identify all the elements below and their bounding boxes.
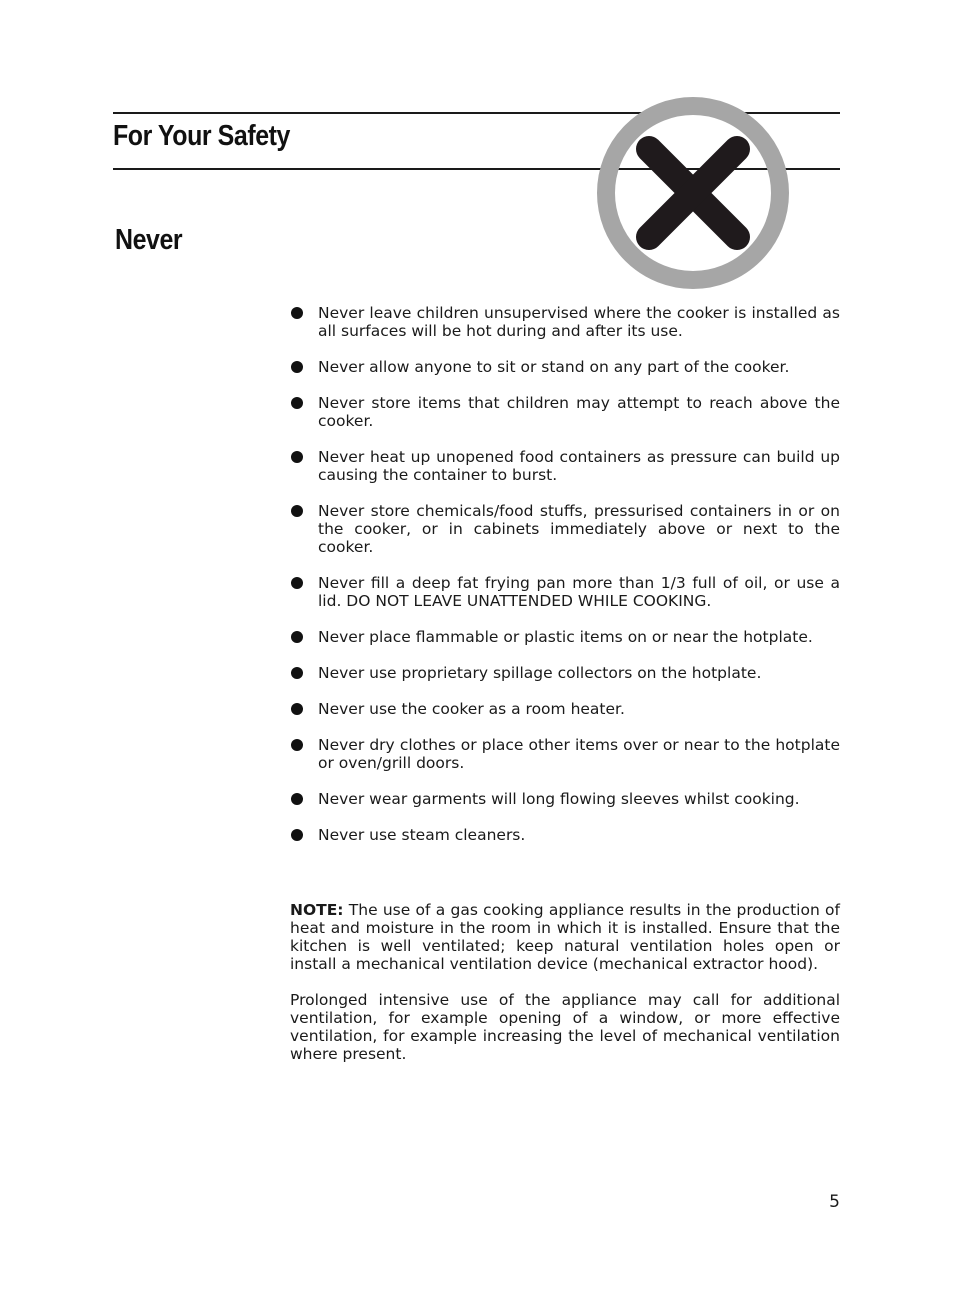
bullet-icon [291, 829, 303, 841]
list-item [290, 304, 840, 340]
section-heading: Never [115, 224, 183, 256]
list-item-text: Never store items that children may attempt to reach above the cooker. [318, 394, 840, 430]
bullet-icon [291, 739, 303, 751]
bullet-icon [291, 793, 303, 805]
bullet-icon [291, 505, 303, 517]
list-item [290, 358, 840, 376]
bullet-icon [291, 451, 303, 463]
bullet-icon [291, 307, 303, 319]
list-item-text: Never fill a deep fat frying pan more than 1/3 full of oil, or use a lid. DO NOT LEAVE UNATTENDED WHILE COOKING. [318, 574, 840, 610]
note-block [290, 901, 840, 1081]
bullet-icon [291, 667, 303, 679]
ventilation-paragraph: Prolonged intensive use of the appliance may call for additional ventilation, for example opening of a window, or more effective ventilation, for example increasing the level of mechanical ventilation where present. [290, 991, 840, 1063]
prohibition-cross-icon [595, 95, 791, 291]
note-label: NOTE: [290, 901, 344, 919]
list-item [290, 790, 840, 808]
list-item [290, 394, 840, 430]
bullet-icon [291, 397, 303, 409]
list-item-text: Never store chemicals/food stuffs, pressurised containers in or on the cooker, or in cabinets immediately above or next to the cooker. [318, 502, 840, 556]
list-item-text: Never wear garments will long flowing sleeves whilst cooking. [318, 790, 800, 808]
list-item [290, 628, 840, 646]
list-item [290, 736, 840, 772]
bullet-icon [291, 631, 303, 643]
bullet-icon [291, 361, 303, 373]
page-title: For Your Safety [113, 120, 290, 152]
list-item-text: Never heat up unopened food containers as pressure can build up causing the container to burst. [318, 448, 840, 484]
list-item [290, 826, 840, 844]
list-item [290, 574, 840, 610]
list-item-text: Never allow anyone to sit or stand on any part of the cooker. [318, 358, 790, 376]
list-item [290, 700, 840, 718]
list-item [290, 448, 840, 484]
list-item [290, 664, 840, 682]
list-item-text: Never leave children unsupervised where the cooker is installed as all surfaces will be hot during and after its use. [318, 304, 840, 340]
note-paragraph [290, 901, 840, 973]
bullet-icon [291, 577, 303, 589]
list-item-text: Never use proprietary spillage collectors on the hotplate. [318, 664, 762, 682]
list-item-text: Never use the cooker as a room heater. [318, 700, 625, 718]
list-item [290, 502, 840, 556]
list-item-text: Never place flammable or plastic items on or near the hotplate. [318, 628, 813, 646]
bullet-icon [291, 703, 303, 715]
never-list [290, 304, 840, 862]
note-text: The use of a gas cooking appliance results in the production of heat and moisture in the room in which it is installed. Ensure that the kitchen is well ventilated; keep natural ventilation holes open or install a mechanical ventilation device (mechanical extractor hood). [290, 901, 840, 973]
list-item-text: Never dry clothes or place other items over or near to the hotplate or oven/grill doors. [318, 736, 840, 772]
page-number: 5 [829, 1192, 840, 1212]
list-item-text: Never use steam cleaners. [318, 826, 526, 844]
